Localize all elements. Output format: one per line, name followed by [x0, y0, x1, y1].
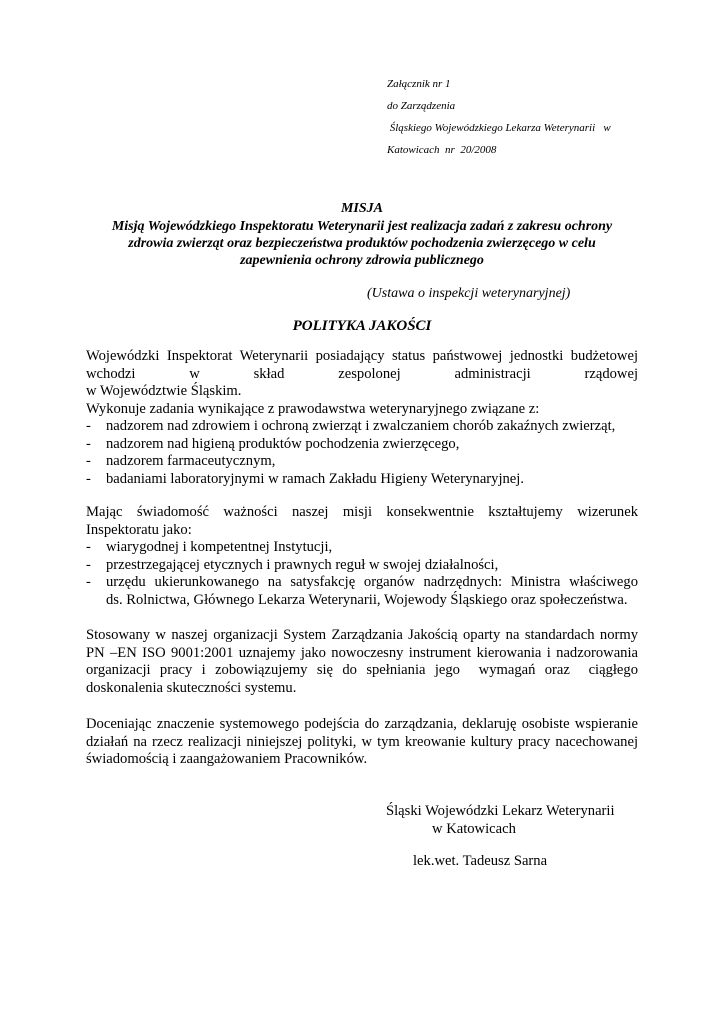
bullet-dash: -: [86, 470, 91, 487]
list-item: - nadzorem nad higieną produktów pochodzenia zwierzęcego,: [86, 435, 460, 452]
list-item: - przestrzegającej etycznych i prawnych reguł w swojej działalności,: [86, 556, 499, 573]
mission-text-line-2: zdrowia zwierząt oraz bezpieczeństwa produktów pochodzenia zwierzęcego w celu: [128, 236, 596, 251]
policy-commitment-paragraph: [86, 716, 638, 769]
signature-title: Śląski Wojewódzki Lekarz Weterynarii: [386, 803, 615, 819]
bullet-dash: -: [86, 574, 91, 590]
commit-line-3: świadomością i zaangażowaniem Pracowników.: [86, 751, 368, 767]
list-item: - urzędu ukierunkowanego na satysfakcję organów nadrzędnych: Ministra właściwego: [86, 574, 638, 590]
policy-title: POLITYKA JAKOŚCI: [292, 318, 432, 334]
list-item: - nadzorem farmaceutycznym,: [86, 453, 276, 469]
mission-title: MISJA: [340, 201, 384, 216]
annex-line-3: Śląskiego Wojewódzkiego Lekarza Weterynarii w: [387, 122, 611, 134]
image-list: [86, 539, 638, 609]
annex-line-2: do Zarządzenia: [387, 100, 456, 112]
image-line-1: Mając świadomość ważności naszej misji konsekwentnie kształtujemy wizerunek: [86, 504, 638, 520]
bullet-dash: -: [86, 453, 91, 469]
system-line-3: organizacji pracy i zobowiązujemy się do spełniania jego wymagań oraz ciągłego: [86, 662, 638, 678]
signature-name: lek.wet. Tadeusz Sarna: [413, 853, 548, 869]
policy-system-paragraph: [86, 627, 638, 697]
annex-line-4: Katowicach nr 20/2008: [387, 144, 497, 156]
intro-line-3: w Województwie Śląskim.: [86, 383, 242, 399]
mission-source: (Ustawa o inspekcji weterynaryjnej): [367, 286, 571, 301]
tasks-list: [86, 418, 638, 488]
intro-line-2: wchodzi w skład zespolonej administracji rządowej: [86, 365, 638, 382]
intro-line-1: Wojewódzki Inspektorat Weterynarii posiadający status państwowej jednostki budżetowej: [86, 348, 638, 364]
annex-header: [387, 73, 687, 161]
commit-line-1: Doceniając znaczenie systemowego podejścia do zarządzania, deklaruję osobiste wspieranie: [86, 716, 638, 732]
signature-location: w Katowicach: [432, 821, 516, 837]
bullet-dash: -: [86, 418, 91, 434]
list-item: - nadzorem nad zdrowiem i ochroną zwierząt i zwalczaniem chorób zakaźnych zwierząt,: [86, 418, 616, 434]
commit-line-2: działań na rzecz realizacji niniejszej polityki, w tym kreowanie kultury pracy nacechowanej: [86, 733, 638, 750]
tasks-intro: Wykonuje zadania wynikające z prawodawstwa weterynaryjnego związane z:: [86, 400, 540, 417]
system-line-4: doskonalenia skuteczności systemu.: [86, 679, 297, 696]
policy-image-section: [86, 504, 638, 609]
list-item: - wiarygodnej i kompetentnej Instytucji,: [86, 539, 333, 555]
mission-text-line-1: Misją Wojewódzkiego Inspektoratu Weterynarii jest realizacja zadań z zakresu ochrony: [111, 219, 613, 234]
bullet-dash: -: [86, 539, 91, 555]
mission-section: [86, 200, 638, 269]
list-item-continuation: ds. Rolnictwa, Głównego Lekarza Weterynarii, Wojewody Śląskiego oraz społeczeństwa.: [106, 591, 628, 608]
mission-text-line-3: zapewnienia ochrony zdrowia publicznego: [240, 253, 484, 268]
system-line-1: Stosowany w naszej organizacji System Zarządzania Jakością oparty na standardach normy: [86, 627, 638, 643]
bullet-dash: -: [86, 435, 91, 452]
policy-intro: [86, 348, 638, 488]
image-line-2: Inspektoratu jako:: [86, 521, 192, 538]
annex-line-1: Załącznik nr 1: [387, 78, 451, 90]
system-line-2: PN –EN ISO 9001:2001 uznajemy jako nowoczesny instrument kierowania i nadzorowania: [86, 644, 638, 661]
bullet-dash: -: [86, 556, 91, 573]
list-item: - badaniami laboratoryjnymi w ramach Zakładu Higieny Weterynaryjnej.: [86, 470, 524, 487]
